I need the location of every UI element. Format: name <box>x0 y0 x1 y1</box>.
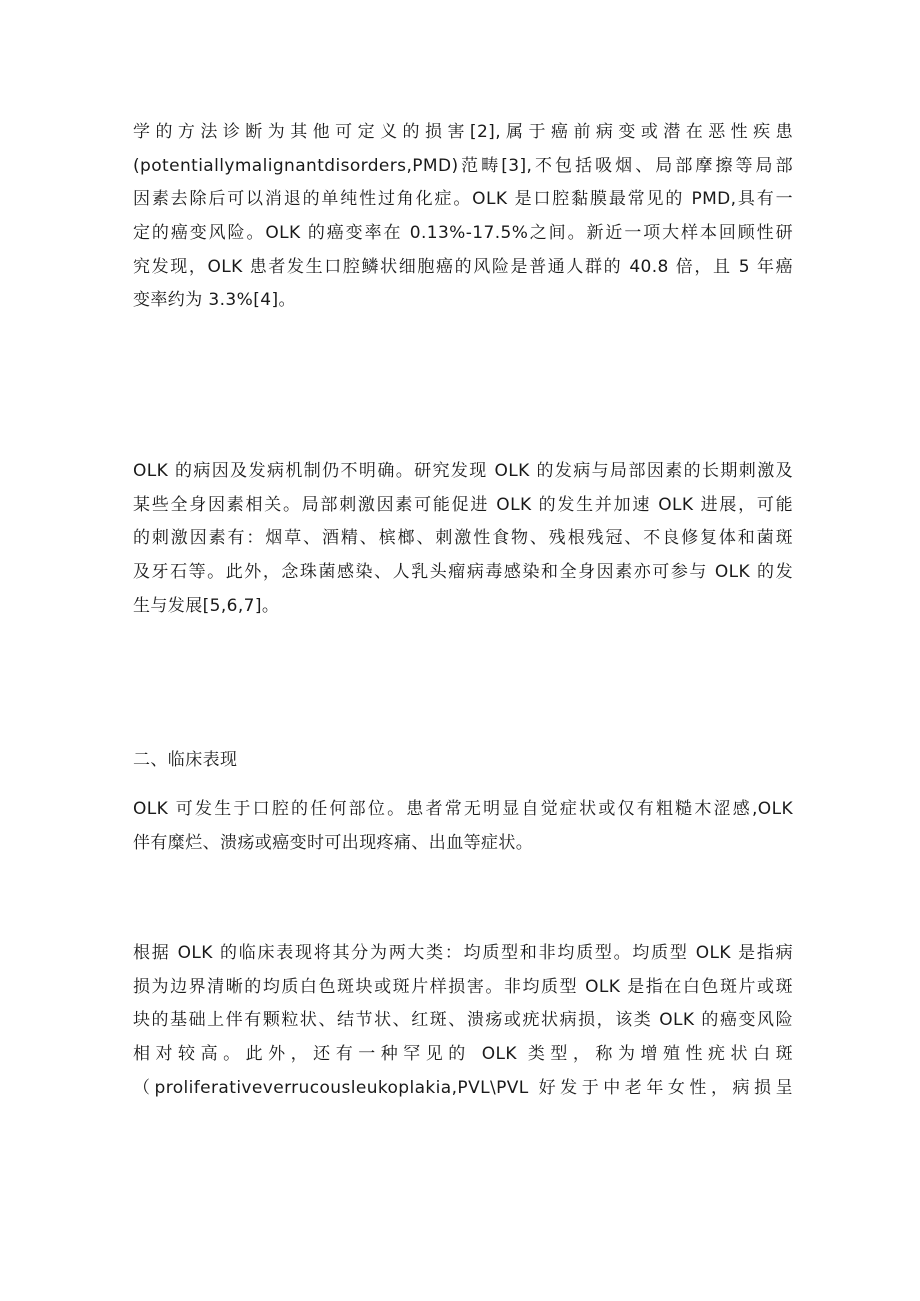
section-heading: 二、临床表现 <box>133 750 238 770</box>
paragraph-etiology <box>133 455 793 623</box>
paragraph-symptoms <box>133 793 793 860</box>
text-line: OLK 的病因及发病机制仍不明确。研究发现 OLK 的发病与局部因素的长期刺激及 <box>133 461 793 481</box>
text-line: 的刺激因素有：烟草、酒精、槟榔、刺激性食物、残根残冠、不良修复体和菌斑 <box>133 528 793 549</box>
text-line: 定的癌变风险。OLK 的癌变率在 0.13%-17.5%之间。新近一项大样本回顾性研 <box>133 223 793 244</box>
text-line: 因素去除后可以消退的单纯性过角化症。OLK 是口腔黏膜最常见的 PMD,具有一 <box>133 189 793 210</box>
text-line: 根据 OLK 的临床表现将其分为两大类：均质型和非均质型。均质型 OLK 是指病 <box>133 943 793 963</box>
text-line: 究发现，OLK 患者发生口腔鳞状细胞癌的风险是普通人群的 40.8 倍，且 5 年癌 <box>133 256 793 277</box>
text-line: 学的方法诊断为其他可定义的损害[2],属于癌前病变或潜在恶性疾患 <box>133 122 793 142</box>
text-line: 损为边界清晰的均质白色斑块或斑片样损害。非均质型 OLK 是指在白色斑片或斑 <box>133 976 793 997</box>
text-line: OLK 可发生于口腔的任何部位。患者常无明显自觉症状或仅有粗糙木涩感,OLK <box>133 799 793 819</box>
text-line: 块的基础上伴有颗粒状、结节状、红斑、溃疡或疣状病损，该类 OLK 的癌变风险 <box>133 1010 793 1031</box>
paragraph-definition <box>133 116 793 318</box>
text-line: （proliferativeverrucousleukoplakia,PVL\PVL 好发于中老年女性，病损呈 <box>133 1077 793 1098</box>
text-line: 变率约为 3.3%[4]。 <box>133 290 296 311</box>
text-line: (potentiallymalignantdisorders,PMD)范畴[3],不包括吸烟、局部摩擦等局部 <box>133 155 793 176</box>
text-line: 某些全身因素相关。局部刺激因素可能促进 OLK 的发生并加速 OLK 进展，可能 <box>133 494 793 515</box>
text-line: 生与发展[5,6,7]。 <box>133 595 280 616</box>
text-line: 伴有糜烂、溃疡或癌变时可出现疼痛、出血等症状。 <box>133 832 534 853</box>
text-line: 及牙石等。此外，念珠菌感染、人乳头瘤病毒感染和全身因素亦可参与 OLK 的发 <box>133 562 793 583</box>
text-line: 相对较高。此外，还有一种罕见的 OLK 类型，称为增殖性疣状白斑 <box>133 1044 793 1065</box>
paragraph-classification <box>133 937 793 1105</box>
